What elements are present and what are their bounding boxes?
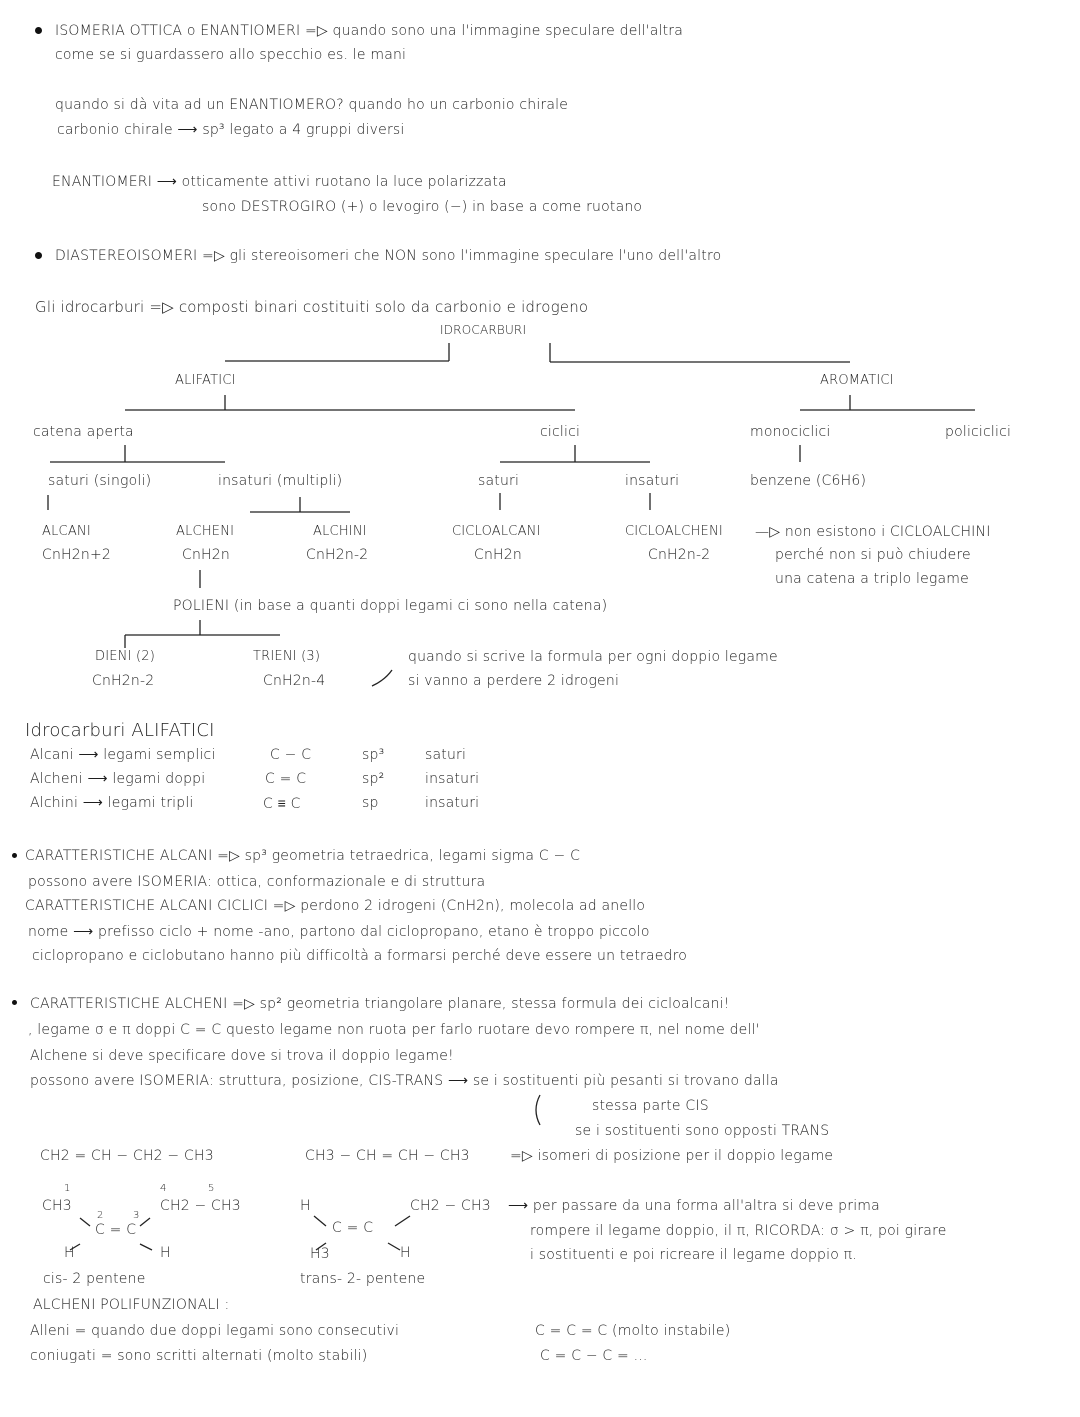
alcheni-line: CARATTERISTICHE ALCHENI =▷ sp² geometria triangolare planare, stessa formula dei cicloalcani! [30, 996, 730, 1012]
table-cell-name: Alcheni ⟶ legami doppi [30, 771, 206, 787]
cis-ch2ch3: CH2 − CH3 [160, 1198, 241, 1214]
cis-trans-note: rompere il legame doppio, il π, RICORDA: σ > π, poi girare [530, 1223, 947, 1239]
tree-insaturi-multipli: insaturi (multipli) [218, 473, 343, 489]
table-cell-type: insaturi [425, 771, 480, 787]
tree-polieni: POLIENI (in base a quanti doppi legami ci sono nella catena) [173, 598, 608, 614]
tree-note: si vanno a perdere 2 idrogeni [408, 673, 620, 689]
tree-benzene: benzene (C6H6) [750, 473, 867, 489]
tree-trieni: TRIENI (3) [253, 649, 321, 664]
table-cell-hyb: sp² [362, 771, 385, 787]
tree-note: —▷ non esistono i CICLOALCHINI [755, 524, 991, 540]
carbon-number: 5 [208, 1183, 215, 1194]
alifatici-table-title: Idrocarburi ALIFATICI [25, 720, 215, 741]
tree-insaturi: insaturi [625, 473, 680, 489]
tree-cicloalcheni: CICLOALCHENI [625, 524, 723, 539]
carbon-number: 1 [64, 1183, 71, 1194]
table-cell-bond: C = C [265, 771, 307, 787]
bullet-icon [12, 1000, 17, 1005]
trans-h3: H3 [310, 1246, 330, 1262]
alleni-line: Alleni = quando due doppi legami sono consecutivi [30, 1323, 400, 1339]
coniugati-line: coniugati = sono scritti alternati (molto stabili) [30, 1348, 368, 1364]
tree-note: quando si scrive la formula per ogni doppio legame [408, 649, 778, 665]
tree-policiclici: policiclici [945, 424, 1012, 440]
enantiomeri-line: sono DESTROGIRO (+) o levogiro (−) in base a come ruotano [202, 199, 643, 215]
enantiomeri-line: come se si guardassero allo specchio es. le mani [55, 47, 407, 63]
trans-ch2ch3: CH2 − CH3 [410, 1198, 491, 1214]
alcheni-line: , legame σ e π doppi C = C questo legame non ruota per farlo ruotare devo rompere π, nel nome dell' [28, 1022, 760, 1038]
tree-cicloalcani: CICLOALCANI [452, 524, 541, 539]
cis-h: H [64, 1245, 75, 1261]
tree-cicloalcani-formula: CnH2n [474, 547, 522, 563]
coniugati-formula: C = C − C = ... [540, 1348, 648, 1364]
tree-cicloalcheni-formula: CnH2n-2 [648, 547, 711, 563]
polifunzionali-title: ALCHENI POLIFUNZIONALI : [33, 1297, 230, 1313]
carbon-number: 4 [160, 1183, 167, 1194]
alcani-line: CARATTERISTICHE ALCANI =▷ sp³ geometria tetraedrica, legami sigma C − C [25, 848, 581, 864]
trans-h: H [300, 1198, 311, 1214]
table-cell-name: Alcani ⟶ legami semplici [30, 747, 216, 763]
cis-label: cis- 2 pentene [43, 1271, 146, 1287]
trans-h: H [400, 1245, 411, 1261]
alcheni-line: stessa parte CIS [592, 1098, 709, 1114]
tree-alifatici: ALIFATICI [175, 373, 236, 388]
alcheni-line: Alchene si deve specificare dove si trova il doppio legame! [30, 1048, 454, 1064]
tree-root: IDROCARBURI [440, 323, 527, 337]
carbon-number: 2 [97, 1210, 104, 1221]
trans-label: trans- 2- pentene [300, 1271, 426, 1287]
tree-alcheni-formula: CnH2n [182, 547, 230, 563]
cis-h: H [160, 1245, 171, 1261]
alcheni-line: se i sostituenti sono opposti TRANS [575, 1123, 830, 1139]
tree-dieni: DIENI (2) [95, 649, 155, 664]
idrocarburi-intro: Gli idrocarburi =▷ composti binari costituiti solo da carbonio e idrogeno [35, 298, 589, 316]
table-cell-bond: C ≡ C [263, 796, 301, 812]
table-cell-bond: C − C [270, 747, 312, 763]
tree-note: perché non si può chiudere [775, 547, 971, 563]
table-cell-hyb: sp [362, 795, 379, 811]
alcani-line: possono avere ISOMERIA: ottica, conformazionale e di struttura [28, 874, 486, 890]
tree-aromatici: AROMATICI [820, 373, 894, 388]
alleni-formula: C = C = C (molto instabile) [535, 1323, 731, 1339]
alcani-line: CARATTERISTICHE ALCANI CICLICI =▷ perdono 2 idrogeni (CnH2n), molecola ad anello [25, 898, 646, 914]
bullet-icon [35, 252, 42, 259]
formula: CH3 − CH = CH − CH3 [305, 1148, 470, 1164]
cis-ch3: CH3 [42, 1198, 72, 1214]
trans-double-bond: C = C [332, 1220, 374, 1236]
cis-double-bond: C = C [95, 1222, 137, 1238]
enantiomeri-line: ENANTIOMERI ⟶ otticamente attivi ruotano la luce polarizzata [52, 174, 507, 190]
tree-ciclici: ciclici [540, 424, 581, 440]
bullet-icon [12, 853, 17, 858]
tree-alchini: ALCHINI [313, 524, 367, 539]
tree-saturi-singoli: saturi (singoli) [48, 473, 152, 489]
enantiomeri-line: ISOMERIA OTTICA o ENANTIOMERI =▷ quando sono una l'immagine speculare dell'altra [55, 23, 684, 39]
tree-alchini-formula: CnH2n-2 [306, 547, 369, 563]
tree-saturi: saturi [478, 473, 520, 489]
formula: CH2 = CH − CH2 − CH3 [40, 1148, 214, 1164]
formula-note: =▷ isomeri di posizione per il doppio legame [510, 1148, 834, 1164]
alcani-line: nome ⟶ prefisso ciclo + nome -ano, partono dal ciclopropano, etano è troppo piccolo [28, 924, 650, 940]
carbon-number: 3 [133, 1210, 140, 1221]
tree-trieni-formula: CnH2n-4 [263, 673, 326, 689]
table-cell-type: insaturi [425, 795, 480, 811]
tree-note: una catena a triplo legame [775, 571, 969, 587]
cis-trans-note: ⟶ per passare da una forma all'altra si deve prima [508, 1198, 880, 1214]
tree-catena-aperta: catena aperta [33, 424, 134, 440]
diastereoisomeri-line: DIASTEREOISOMERI =▷ gli stereoisomeri che NON sono l'immagine speculare l'uno dell'altro [55, 248, 722, 264]
enantiomeri-line: carbonio chirale ⟶ sp³ legato a 4 gruppi diversi [57, 122, 405, 138]
tree-monociclici: monociclici [750, 424, 831, 440]
enantiomeri-line: quando si dà vita ad un ENANTIOMERO? quando ho un carbonio chirale [55, 97, 569, 113]
table-cell-name: Alchini ⟶ legami tripli [30, 795, 194, 811]
alcani-line: ciclopropano e ciclobutano hanno più difficoltà a formarsi perché deve essere un tetraedro [32, 948, 688, 964]
tree-alcani: ALCANI [42, 524, 91, 539]
tree-alcheni: ALCHENI [176, 524, 235, 539]
alcheni-line: possono avere ISOMERIA: struttura, posizione, CIS-TRANS ⟶ se i sostituenti più pesanti si trovano dalla [30, 1073, 779, 1089]
tree-dieni-formula: CnH2n-2 [92, 673, 155, 689]
table-cell-hyb: sp³ [362, 747, 385, 763]
cis-trans-note: i sostituenti e poi ricreare il legame doppio π. [530, 1247, 857, 1263]
table-cell-type: saturi [425, 747, 467, 763]
bullet-icon [35, 27, 42, 34]
tree-alcani-formula: CnH2n+2 [42, 547, 111, 563]
